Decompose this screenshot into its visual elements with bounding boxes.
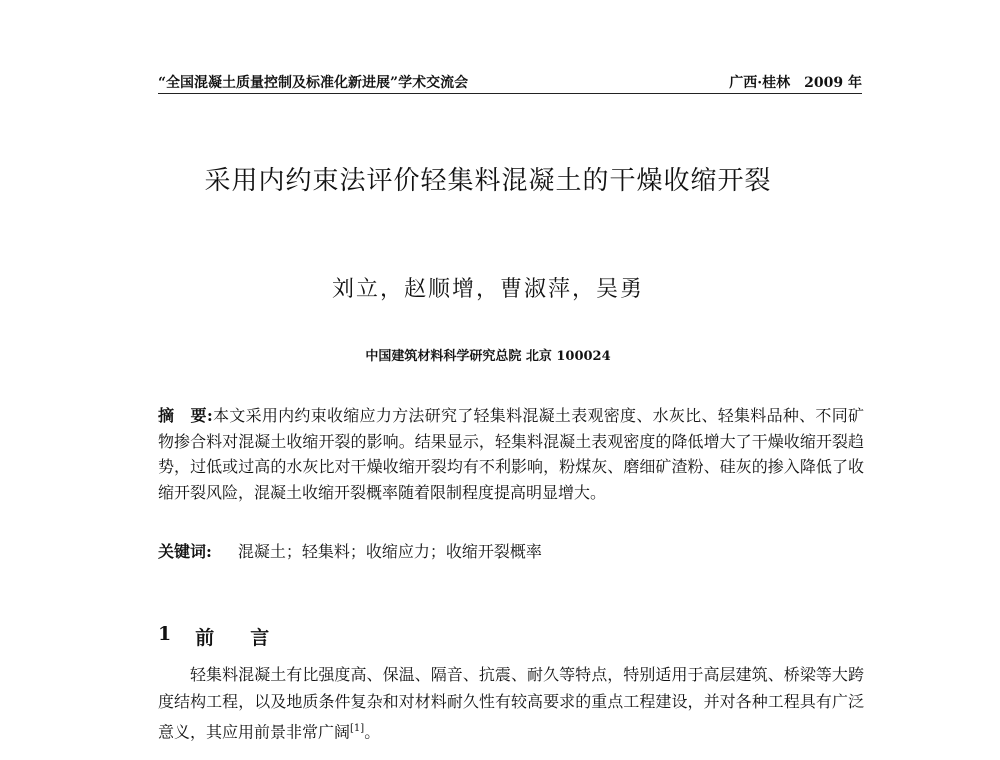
body-paragraph [158, 661, 864, 745]
conference-year: 2009 年 [804, 75, 862, 91]
keywords [158, 540, 864, 564]
header-rule [158, 93, 862, 94]
keywords-text: 混凝土；轻集料；收缩应力；收缩开裂概率 [237, 542, 542, 561]
header-location-year [729, 72, 862, 92]
abstract-label: 摘 要: [158, 406, 213, 425]
running-header [158, 70, 862, 92]
keywords-label: 关键词: [158, 542, 212, 561]
abstract-text: 本文采用内约束收缩应力方法研究了轻集料混凝土表观密度、水灰比、轻集料品种、不同矿物掺合料对混凝土收缩开裂的影响。结果显示，轻集料混凝土表观密度的降低增大了干燥收缩开裂趋势，过低或过高的水灰比对干燥收缩开裂均有不利影响，粉煤灰、磨细矿渣粉、硅灰的掺入降低了收缩开裂风险，混凝土收缩开裂概率随着限制程度提高明显增大。 [158, 406, 864, 502]
conference-location: 广西·桂林 [729, 75, 791, 91]
section-heading [158, 623, 305, 650]
conference-name: “全国混凝土质量控制及标准化新进展”学术交流会 [158, 75, 469, 91]
citation-ref: [1] [350, 723, 365, 734]
affiliation: 中国建筑材料科学研究总院 北京 100024 [365, 349, 611, 364]
author-list: 刘立，赵顺增，曹淑萍，吴勇 [331, 277, 644, 302]
paragraph-end: 。 [364, 722, 381, 742]
section-number: 1 [158, 623, 172, 645]
section-title: 前言 [195, 627, 306, 649]
abstract [158, 403, 864, 505]
paragraph-text: 轻集料混凝土有比强度高、保温、隔音、抗震、耐久等特点，特别适用于高层建筑、桥梁等大跨度结构工程，以及地质条件复杂和对材料耐久性有较高要求的重点工程建设，并对各种工程具有广泛意义，其应用前景非常广阔 [158, 665, 864, 742]
paper-title: 采用内约束法评价轻集料混凝土的干燥收缩开裂 [204, 166, 772, 196]
